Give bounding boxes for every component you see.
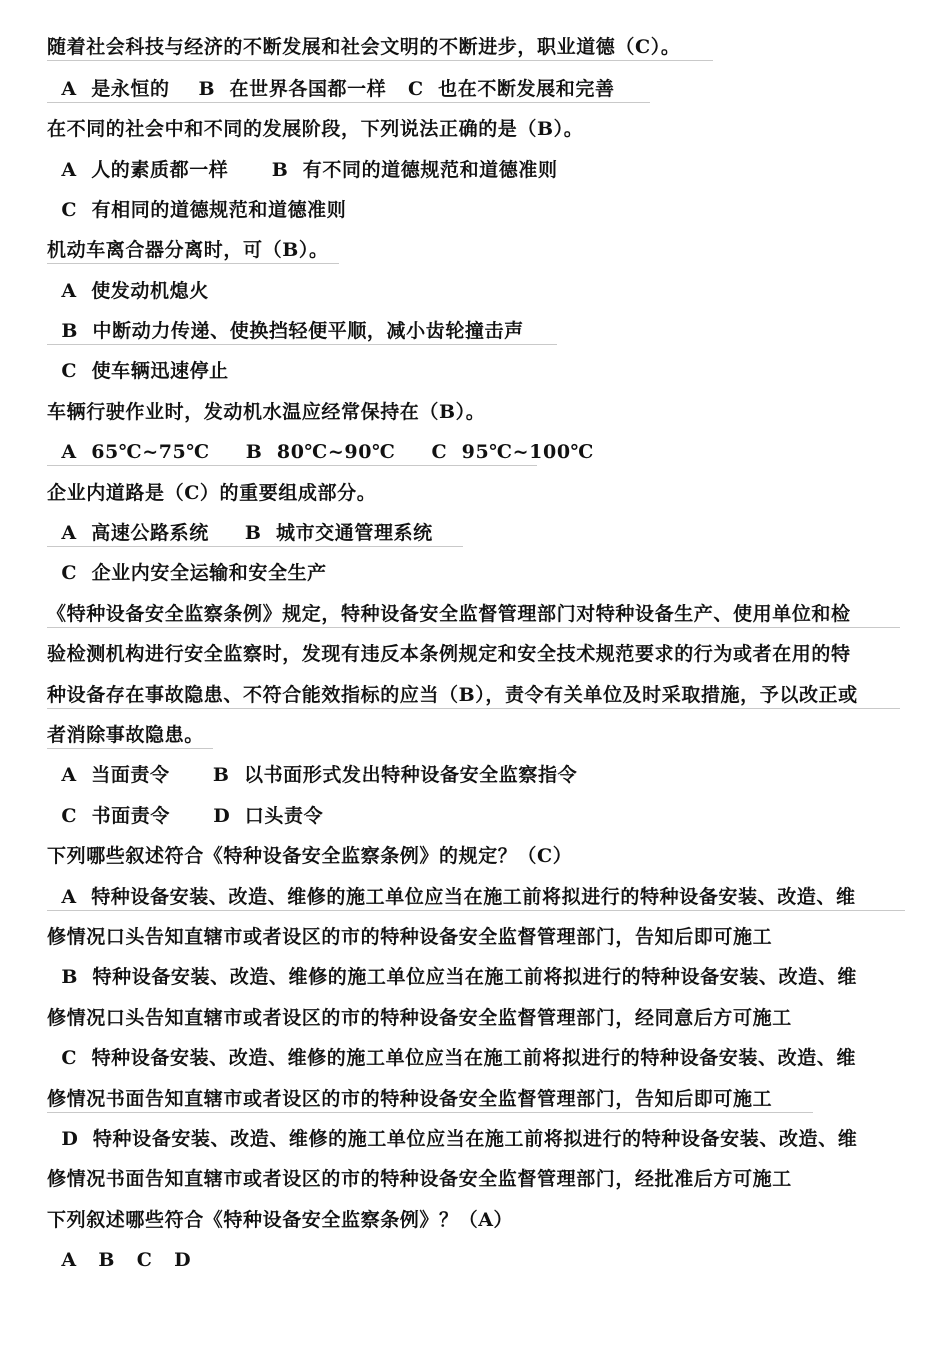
question-6-line-4: 者消除事故隐患。 xyxy=(47,722,213,749)
question-5-options-ab: A 高速公路系统 B 城市交通管理系统 xyxy=(47,520,463,547)
question-3-option-c: C 使车辆迅速停止 xyxy=(47,360,229,382)
question-8-options: A B C D xyxy=(47,1249,192,1271)
question-2-option-c: C 有相同的道德规范和道德准则 xyxy=(47,199,347,221)
question-7: 下列哪些叙述符合《特种设备安全监察条例》的规定？（C） xyxy=(47,845,573,867)
question-5-option-c: C 企业内安全运输和安全生产 xyxy=(47,562,327,584)
question-4: 车辆行驶作业时，发动机水温应经常保持在（B）。 xyxy=(47,401,486,423)
question-7-option-d-line-1: D 特种设备安装、改造、维修的施工单位应当在施工前将拟进行的特种设备安装、改造、维 xyxy=(47,1128,858,1150)
question-7-option-a-line-2: 修情况口头告知直辖市或者设区的市的特种设备安全监督管理部门，告知后即可施工 xyxy=(47,926,773,948)
question-7-option-a-line-1: A 特种设备安装、改造、维修的施工单位应当在施工前将拟进行的特种设备安装、改造、维 xyxy=(47,884,905,911)
question-7-option-c-line-1: C 特种设备安装、改造、维修的施工单位应当在施工前将拟进行的特种设备安装、改造、维 xyxy=(47,1047,856,1069)
question-1-options: A 是永恒的 B 在世界各国都一样 C 也在不断发展和完善 xyxy=(47,76,650,103)
question-7-option-b-line-2: 修情况口头告知直辖市或者设区的市的特种设备安全监督管理部门，经同意后方可施工 xyxy=(47,1007,792,1029)
question-3-option-b: B 中断动力传递、使换挡轻便平顺，减小齿轮撞击声 xyxy=(47,318,557,345)
question-5: 企业内道路是（C）的重要组成部分。 xyxy=(47,482,377,504)
question-6-options-ab: A 当面责令 B 以书面形式发出特种设备安全监察指令 xyxy=(47,764,578,786)
question-3: 机动车离合器分离时，可（B）。 xyxy=(47,237,339,264)
question-3-option-a: A 使发动机熄火 xyxy=(47,280,209,302)
question-1: 随着社会科技与经济的不断发展和社会文明的不断进步，职业道德（C）。 xyxy=(47,34,713,61)
question-6-line-2: 验检测机构进行安全监察时，发现有违反本条例规定和安全技术规范要求的行为或者在用的特 xyxy=(47,643,851,665)
question-7-option-d-line-2: 修情况书面告知直辖市或者设区的市的特种设备安全监督管理部门，经批准后方可施工 xyxy=(47,1168,792,1190)
question-2-options-ab: A 人的素质都一样 B 有不同的道德规范和道德准则 xyxy=(47,159,558,181)
question-2: 在不同的社会中和不同的发展阶段，下列说法正确的是（B）。 xyxy=(47,118,584,140)
question-6-line-3: 种设备存在事故隐患、不符合能效指标的应当（B），责令有关单位及时采取措施，予以改正或 xyxy=(47,682,900,709)
question-4-options: A 65℃~75℃ B 80℃~90℃ C 95℃~100℃ xyxy=(47,439,537,466)
question-6-line-1: 《特种设备安全监察条例》规定，特种设备安全监督管理部门对特种设备生产、使用单位和检 xyxy=(47,601,900,628)
question-8: 下列叙述哪些符合《特种设备安全监察条例》？（A） xyxy=(47,1209,514,1231)
question-7-option-c-line-2: 修情况书面告知直辖市或者设区的市的特种设备安全监督管理部门，告知后即可施工 xyxy=(47,1086,813,1113)
question-6-options-cd: C 书面责令 D 口头责令 xyxy=(47,805,324,827)
question-7-option-b-line-1: B 特种设备安装、改造、维修的施工单位应当在施工前将拟进行的特种设备安装、改造、维 xyxy=(47,966,857,988)
